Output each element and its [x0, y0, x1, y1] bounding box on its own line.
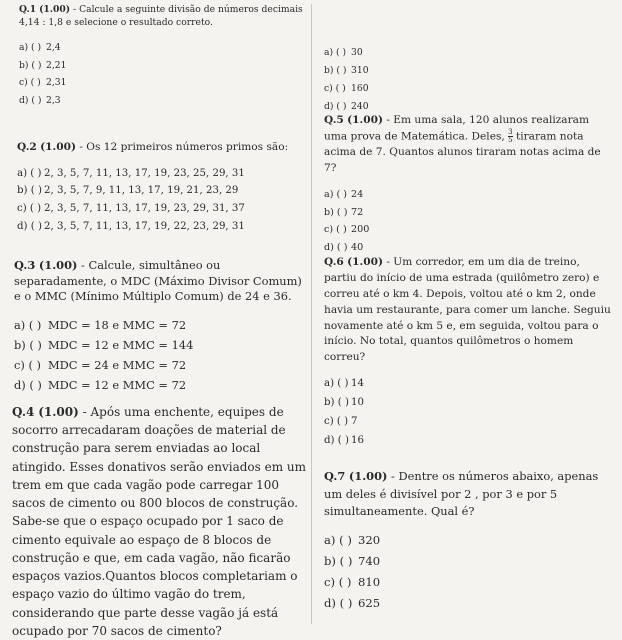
fraction-denominator: 5	[508, 135, 513, 144]
option-value: 2, 3, 5, 7, 11, 13, 17, 19, 23, 25, 29, 31	[44, 167, 245, 179]
option-label: b) ( )	[17, 185, 42, 197]
option-value: 7	[351, 416, 358, 428]
question-text: - Calcule a seguinte divisão de números decimais 4,14 : 1,8 e selecione o resultado correto.	[19, 4, 303, 28]
question-number: Q.7	[324, 469, 346, 483]
option-label: d) ( )	[324, 241, 348, 253]
option-label: c) ( )	[324, 83, 346, 94]
option-label: d) ( )	[17, 221, 42, 232]
question-3-stem	[14, 258, 307, 305]
option-value: 16	[351, 435, 364, 447]
option-value: 2, 3, 5, 7, 11, 13, 17, 19, 23, 29, 31, 37	[44, 203, 245, 215]
option-value: 2, 3, 5, 7, 11, 13, 17, 19, 22, 23, 29, 31	[44, 221, 245, 232]
option-a[interactable]	[324, 530, 614, 551]
question-points: (1.00)	[40, 141, 76, 153]
question-5-stem	[324, 113, 614, 177]
option-b[interactable]	[14, 335, 307, 355]
option-label: a) ( )	[14, 318, 42, 333]
question-points: (1.00)	[38, 258, 78, 272]
question-4-stem	[12, 403, 307, 640]
option-label: a) ( )	[324, 47, 347, 58]
option-c[interactable]	[324, 221, 614, 239]
option-value: 810	[358, 575, 381, 590]
option-value: 30	[351, 47, 363, 58]
option-value: 40	[351, 241, 364, 253]
option-label: b) ( )	[324, 65, 347, 76]
option-a[interactable]	[17, 165, 307, 183]
option-value: 2,21	[46, 59, 67, 71]
option-value: 2,31	[46, 77, 67, 89]
option-c[interactable]	[324, 80, 622, 98]
option-label: d) ( )	[324, 596, 353, 611]
option-label: c) ( )	[14, 358, 41, 373]
question-points: (1.00)	[38, 405, 79, 419]
question-text: - Em uma sala, 120 alunos realizaram uma prova de Matemática. Deles,	[324, 114, 590, 143]
option-label: b) ( )	[14, 338, 42, 353]
question-5	[324, 113, 614, 256]
option-label: d) ( )	[19, 94, 42, 106]
question-4	[12, 403, 307, 640]
option-value: MDC = 18 e MMC = 72	[48, 318, 187, 333]
option-a[interactable]	[324, 186, 614, 204]
question-1	[19, 4, 307, 109]
question-points: (1.00)	[348, 469, 388, 483]
fraction-numerator: 3	[508, 127, 513, 136]
option-value: 24	[351, 189, 364, 201]
option-label: a) ( )	[17, 167, 42, 179]
question-points: (1.00)	[347, 256, 383, 268]
option-label: d) ( )	[324, 101, 347, 112]
option-c[interactable]	[19, 74, 307, 92]
option-c[interactable]	[17, 200, 307, 218]
option-d[interactable]	[324, 431, 614, 450]
option-c[interactable]	[324, 572, 614, 593]
option-a[interactable]	[14, 315, 307, 335]
option-value: 14	[351, 378, 364, 390]
option-d[interactable]	[17, 218, 307, 236]
option-value: MDC = 24 e MMC = 72	[48, 358, 187, 373]
question-3	[14, 258, 307, 395]
option-b[interactable]	[324, 551, 614, 572]
option-value: 310	[351, 65, 369, 76]
option-c[interactable]	[324, 412, 614, 431]
question-number: Q.1	[19, 4, 37, 15]
option-label: c) ( )	[324, 575, 352, 590]
question-points: (1.00)	[39, 4, 71, 15]
option-d[interactable]	[19, 92, 307, 110]
option-label: a) ( )	[324, 378, 349, 390]
question-number: Q.5	[324, 114, 344, 126]
question-7	[324, 468, 614, 614]
option-value: 10	[351, 397, 364, 409]
option-c[interactable]	[14, 355, 307, 375]
option-value: 200	[351, 224, 370, 236]
option-value: 320	[358, 533, 381, 548]
option-value: 72	[351, 206, 364, 218]
option-label: b) ( )	[19, 59, 42, 71]
question-text: tiraram nota acima de 7. Quantos alunos tiraram notas acima de 7?	[324, 130, 601, 175]
question-6-stem	[324, 255, 614, 366]
option-value: 2,4	[46, 42, 61, 54]
option-label: c) ( )	[324, 416, 349, 428]
option-label: b) ( )	[324, 554, 353, 569]
question-1-stem	[19, 4, 307, 29]
option-value: 625	[358, 596, 381, 611]
option-d[interactable]	[324, 239, 614, 257]
option-value: 2,3	[46, 94, 61, 106]
question-number: Q.6	[324, 256, 344, 268]
option-b[interactable]	[324, 393, 614, 412]
option-b[interactable]	[17, 182, 307, 200]
option-value: 2, 3, 5, 7, 9, 11, 13, 17, 19, 21, 23, 29	[44, 185, 239, 197]
option-d[interactable]	[14, 375, 307, 395]
option-a[interactable]	[324, 374, 614, 393]
option-label: c) ( )	[324, 224, 347, 236]
option-a[interactable]	[19, 39, 307, 57]
question-7-stem	[324, 468, 614, 521]
option-b[interactable]	[324, 204, 614, 222]
question-points: (1.00)	[347, 114, 383, 126]
question-text: - Após uma enchente, equipes de socorro arrecadaram doações de material de construção para serem enviadas ao local atingido. Esses donativos serão enviados em um trem em que cada vagão pode carregar 100 sacos de cimento ou 800 blocos de construção. Sabe-se que o espaço ocupado por 1 saco de cimento equivale ao espaço de 8 blocos de construção e que, em cada vagão, não ficarão espaços vazios.Quantos blocos completariam o espaço vazio do último vagão do trem, considerando que parte desse vagão já está ocupado por 70 sacos de cimento?	[12, 405, 307, 638]
question-number: Q.4	[12, 405, 35, 419]
option-b[interactable]	[19, 57, 307, 75]
question-2-stem	[17, 140, 307, 155]
option-label: a) ( )	[19, 42, 42, 54]
option-value: MDC = 12 e MMC = 72	[48, 378, 187, 393]
option-value: 240	[351, 101, 369, 112]
question-6	[324, 255, 614, 450]
question-text: - Calcule, simultâneo ou separadamente, o MDC (Máximo Divisor Comum) e o MMC (Mínimo Múltiplo Comum) de 24 e 36.	[14, 258, 302, 304]
option-label: a) ( )	[324, 189, 348, 201]
question-text: - Dentre os números abaixo, apenas um deles é divisível por 2 , por 3 e por 5 simultaneamente. Qual é?	[324, 469, 599, 519]
question-number: Q.3	[14, 258, 36, 272]
option-a[interactable]	[324, 44, 622, 62]
option-label: a) ( )	[324, 533, 352, 548]
question-4-options	[324, 44, 622, 116]
option-value: 740	[358, 554, 381, 569]
option-b[interactable]	[324, 62, 622, 80]
option-label: c) ( )	[19, 77, 41, 89]
option-value: MDC = 12 e MMC = 144	[48, 338, 194, 353]
question-number: Q.2	[17, 141, 37, 153]
option-label: d) ( )	[14, 378, 42, 393]
option-value: 160	[351, 83, 369, 94]
question-text: - Os 12 primeiros números primos são:	[75, 141, 289, 153]
option-label: d) ( )	[324, 435, 349, 447]
option-label: b) ( )	[324, 397, 349, 409]
column-divider	[311, 4, 312, 624]
option-label: b) ( )	[324, 206, 348, 218]
question-2	[17, 140, 307, 236]
option-d[interactable]	[324, 593, 614, 614]
question-text: - Um corredor, em um dia de treino, partiu do início de uma estrada (quilômetro zero) e correu até o km 4. Depois, voltou até o km 2, onde havia um restaurante, para comer um lanche. Seguiu novamente até o km 5 e, em seguida, voltou para o início. No total, quantos quilômetros o homem correu?	[324, 256, 611, 364]
option-label: c) ( )	[17, 203, 42, 215]
